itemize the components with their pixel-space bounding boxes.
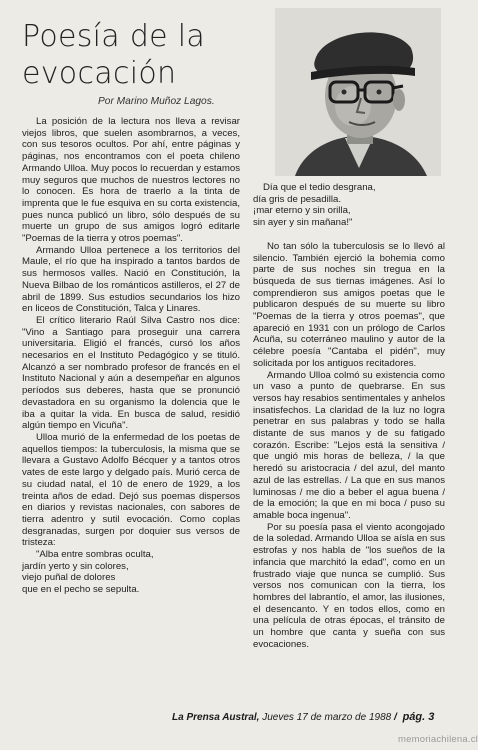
right-column: [253, 182, 445, 650]
verse-line: que en el pecho se sepulta.: [22, 584, 140, 596]
left-column: [22, 116, 240, 596]
verse-line: "Alba entre sombras oculta,: [36, 549, 154, 561]
paragraph-4: Ulloa murió de la enfermedad de los poetas de aquellos tiempos: la tuberculosis, la misma que se llevara a Gustavo Adolfo Bécquer y a tantos otros vates de este largo y delgado país. Murió cerca de su ciudad natal, el 10 de enero de 1929, a los treinta años de edad. Dejó sus poemas dispersos en diarios y revistas nacionales, con sabores de tierra adentro y sutil evocación. Como coplas desgranadas, surgen por doquier sus versos de tristeza:: [22, 431, 240, 549]
publication-date: Jueves 17 de marzo de 1988: [262, 712, 392, 723]
newspaper-name: La Prensa Austral,: [172, 712, 260, 723]
author-portrait-photo: [275, 8, 441, 176]
verse-line: Día que el tedio desgrana,: [263, 182, 376, 193]
verse-line: sin ayer y sin mañana!": [253, 217, 353, 229]
footer-separator: /: [394, 712, 397, 723]
paragraph-6: Armando Ulloa colmó su existencia como un vaso a punto de quebrarse. En sus versos hay resabios sentimentales y anhelos insatisfechos. La claridad de la luz no logra penetrar en sus palabras y todo se halla distante de sus manos y de su fatigado corazón. Escribe: "Lejos está la sensitiva / que ungió mis horas de belleza, / la que heredó su aristocracia / del azul, del manto azul de las estrellas. / La que en sus manos luminosas / me dio a beber el agua buena / de la emoción; la que en mi boca / puso su amable boca ingenua".: [253, 369, 445, 521]
title-line-1: Poesía de la: [22, 19, 206, 54]
title-line-2: evocación: [22, 56, 177, 91]
paragraph-2: Armando Ulloa pertenece a los territorios del Maule, el río que ha inspirado a tantos bardos de sus hermosos valles. Nació en Constitución, la Nueva Bilbao de los románticos astilleros, el 27 de abril de 1899. Sus estudios secundarios los hizo en liceos de Constitución, Talca y Linares.: [22, 244, 240, 315]
watermark: memoriachilena.cl: [398, 734, 478, 745]
page-footer: [172, 711, 434, 723]
paragraph-3: El crítico literario Raúl Silva Castro nos dice: "Vino a Santiago para proseguir una carrera universitaria. Eligió el francés, cursó los años necesarios en el Instituto Pedagógico y se tituló. Alcanzó a ser nombrado profesor de francés en el Instituto Nacional y aún a desempeñar en algunos períodos sus deberes, hasta que se pronunció devastadora en su organismo la dolencia que le iba a quitar la vida. En busca de salud, residió algún tiempo en Vicuña".: [22, 314, 240, 432]
paragraph-7: Por su poesía pasa el viento acongojado de la soledad. Armando Ulloa se aísla en sus estrofas y nos habla de "los sueños de la infancia que marchitó la edad", como en un frustrado viaje que nunca se cumplió. Sus versos nos comunican con la tierra, los hombres del labrantío, el amor, las ilusiones, el desencanto. Y en todos ellos, como en una película de otras épocas, el tránsito de un hombre que canta y sueña con sus evocaciones.: [253, 521, 445, 650]
verse-line: ¡mar eterno y sin orilla,: [253, 205, 351, 217]
article-title: [22, 18, 262, 92]
byline: Por Marino Muñoz Lagos.: [98, 96, 215, 107]
portrait-image: [275, 8, 441, 176]
verse-line: jardín yerto y sin colores,: [22, 560, 129, 572]
page-number: pág. 3: [402, 711, 435, 723]
paragraph-1: La posición de la lectura nos lleva a revisar viejos libros, que suelen asombrarnos, a veces, con sus tesoros ocultos. Por ahí, entre páginas y páginas, nos encontramos con el poeta chileno Armando Ulloa. Muy pocos lo recuerdan y estamos muy seguros que muchos de nuestros lectores no lo conocen. Es hora de traerlo a la tinta de imprenta que le fue esquiva en su corta existencia, pues nunca publicó un libro, sólo después de su muerte un grupo de sus amigos logró editarle "Poemas de la tierra y otros poemas".: [22, 116, 240, 245]
paragraph-5: No tan sólo la tuberculosis se lo llevó al silencio. También ejerció la bohemia como parte de sus noches sin tregua en la búsqueda de sus tiernas imágenes. Así lo comprendieron sus amigos poetas que le publicaron después de su muerte su libro "Poemas de la tierra y otros poemas", que apareció en 1931 con un prólogo de Carlos Acuña, su coterráneo maulino y autor de la célebre poesía "Cantaba el pidén", muy solicitada por los antiguos recitadores.: [253, 240, 445, 369]
verse-line: viejo puñal de dolores: [22, 572, 116, 584]
verse-line: día gris de pesadilla.: [253, 193, 341, 205]
